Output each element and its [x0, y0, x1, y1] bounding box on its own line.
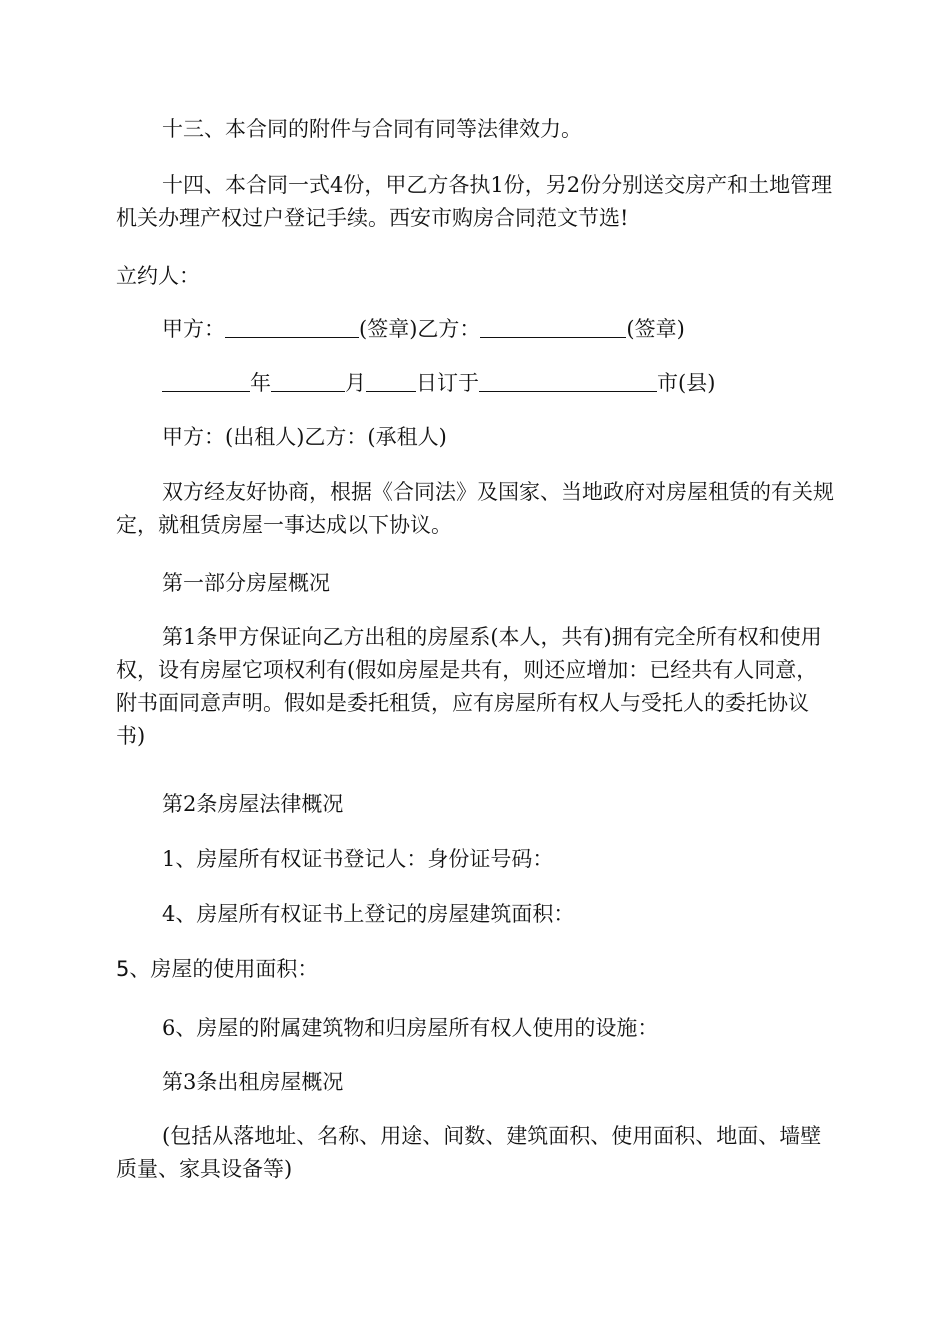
day-blank: [366, 369, 416, 392]
year-blank: [162, 369, 250, 392]
signatories-label: 立约人：: [116, 264, 200, 288]
article-3-description: (包括从落地址、名称、用途、间数、建筑面积、使用面积、地面、墙壁质量、家具设备等): [116, 1124, 822, 1181]
month-label: 月: [345, 371, 366, 395]
article-1-paragraph: 第1条甲方保证向乙方出租的房屋系(本人，共有)拥有完全所有权和使用权，设有房屋它项权利有(假如房屋是共有，则还应增加：已经共有人同意，附书面同意声明。假如是委托租赁，应有房屋所有权人与受托人的委托协议书): [116, 625, 822, 748]
item-5-number: 5: [116, 957, 130, 981]
clause-13: 十三、本合同的附件与合同有同等法律效力。: [162, 117, 582, 141]
seal-a-label: (签章)乙方：: [359, 317, 481, 341]
year-label: 年: [250, 371, 271, 395]
city-blank: [479, 369, 657, 392]
item-1: 1、房屋所有权证书登记人：身份证号码：: [162, 847, 554, 871]
item-4: 4、房屋所有权证书上登记的房屋建筑面积：: [162, 902, 575, 926]
item-6: 6、房屋的附属建筑物和归房屋所有权人使用的设施：: [162, 1016, 659, 1040]
parties-line: 甲方：(出租人)乙方：(承租人): [162, 425, 447, 449]
month-blank: [271, 369, 345, 392]
city-label: 市(县): [657, 371, 716, 395]
date-place-line: [162, 367, 836, 400]
party-b-blank: [480, 315, 626, 338]
item-5-text: 、房屋的使用面积：: [129, 957, 319, 981]
part-one-heading: 第一部分房屋概况: [162, 571, 330, 595]
party-a-blank: [225, 315, 359, 338]
article-3-heading: 第3条出租房屋概况: [162, 1070, 344, 1094]
party-a-label: 甲方：: [162, 317, 225, 341]
item-5: [116, 953, 836, 986]
day-place-label: 日订于: [416, 371, 479, 395]
signature-line: [162, 313, 836, 346]
seal-b-label: (签章): [626, 317, 685, 341]
article-2-heading: 第2条房屋法律概况: [162, 792, 344, 816]
preamble-paragraph: 双方经友好协商，根据《合同法》及国家、当地政府对房屋租赁的有关规定，就租赁房屋一事达成以下协议。: [116, 480, 834, 537]
clause-14: 十四、本合同一式4份，甲乙方各执1份，另2份分别送交房产和土地管理机关办理产权过户登记手续。西安市购房合同范文节选!: [116, 173, 833, 230]
